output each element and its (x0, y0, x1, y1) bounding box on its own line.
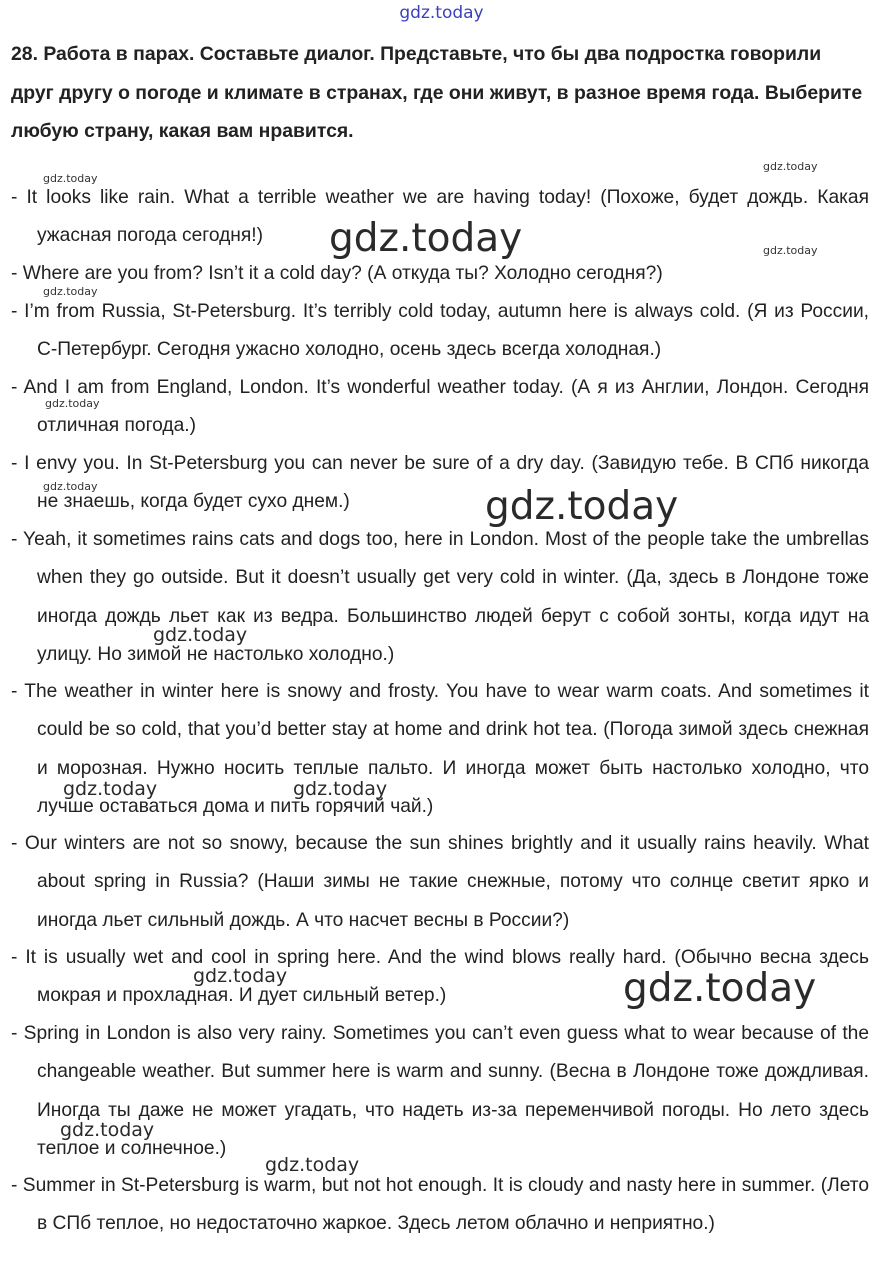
watermark-small: gdz.today (763, 244, 818, 257)
watermark-medium: gdz.today (60, 1119, 155, 1141)
watermark-small: gdz.today (43, 285, 98, 298)
watermark-large: gdz.today (485, 484, 679, 529)
header-watermark: gdz.today (399, 3, 484, 23)
watermark-large: gdz.today (623, 966, 817, 1011)
dialogue-line-5: - I envy you. In St-Petersburg you can never be sure of a dry day. (Завидую тебе. В СПб никогда не знаешь, когда будет сухо днем.) (11, 453, 869, 513)
dialogue-line-9: - It is usually wet and cool in spring here. And the wind blows really hard. (Обычно весна здесь мокрая и прохладная. И дует сильный ветер.) (11, 947, 869, 1007)
watermark-small: gdz.today (43, 480, 98, 493)
watermark-medium: gdz.today (63, 778, 158, 800)
dialogue-line-3: - I’m from Russia, St-Petersburg. It’s terribly cold today, autumn here is always cold. (Я из России, С-Петербург. Сегодня ужасно холодно, осень здесь всегда холодная.) (11, 301, 869, 361)
watermark-small: gdz.today (763, 160, 818, 173)
task-heading: 28. Работа в парах. Составьте диалог. Представьте, что бы два подростка говорили друг другу о погоде и климате в странах, где они живут, в разное время года. Выберите любую страну, какая вам нравится. (11, 43, 863, 142)
dialogue-line-7: - The weather in winter here is snowy and frosty. You have to wear warm coats. And sometimes it could be so cold, that you’d better stay at home and drink hot tea. (Погода зимой здесь снежная и морозная. Нужно носить теплые пальто. И иногда может быть настолько холодно, что лучше оставаться дома и пить горячий чай.) (11, 681, 869, 817)
dialogue-line-6: - Yeah, it sometimes rains cats and dogs too, here in London. Most of the people take the umbrellas when they go outside. But it doesn’t usually get very cold in winter. (Да, здесь в Лондоне тоже иногда дождь льет как из ведра. Большинство людей берут с собой зонты, когда идут на улицу. Но зимой не настолько холодно.) (11, 529, 869, 665)
watermark-medium: gdz.today (153, 624, 248, 646)
dialogue-line-1: - It looks like rain. What a terrible weather we are having today! (Похоже, будет дождь. Какая ужасная погода сегодня!) (11, 187, 869, 247)
watermark-medium: gdz.today (193, 965, 288, 987)
watermark-small: gdz.today (45, 397, 100, 410)
dialogue-line-4: - And I am from England, London. It’s wonderful weather today. (А я из Англии, Лондон. Сегодня отличная погода.) (11, 377, 869, 437)
watermark-medium: gdz.today (265, 1154, 360, 1176)
dialogue-line-10: - Spring in London is also very rainy. Sometimes you can’t even guess what to wear because of the changeable weather. But summer here is warm and sunny. (Весна в Лондоне тоже дождливая. Иногда ты даже не может угадать, что надеть из-за переменчивой погоды. Но лето здесь теплое и солнечное.) (11, 1023, 869, 1159)
watermark-medium: gdz.today (293, 778, 388, 800)
watermark-small: gdz.today (43, 172, 98, 185)
dialogue-line-2: - Where are you from? Isn’t it a cold day? (А откуда ты? Холодно сегодня?) (11, 263, 663, 284)
dialogue-line-8: - Our winters are not so snowy, because the sun shines brightly and it usually rains heavily. What about spring in Russia? (Наши зимы не такие снежные, потому что солнце светит ярко и иногда льет сильный дождь. А что насчет весны в России?) (11, 833, 869, 931)
watermark-large: gdz.today (329, 216, 523, 261)
dialogue-line-11: - Summer in St-Petersburg is warm, but not hot enough. It is cloudy and nasty here in summer. (Лето в СПб теплое, но недостаточно жаркое. Здесь летом облачно и неприятно.) (11, 1175, 869, 1235)
